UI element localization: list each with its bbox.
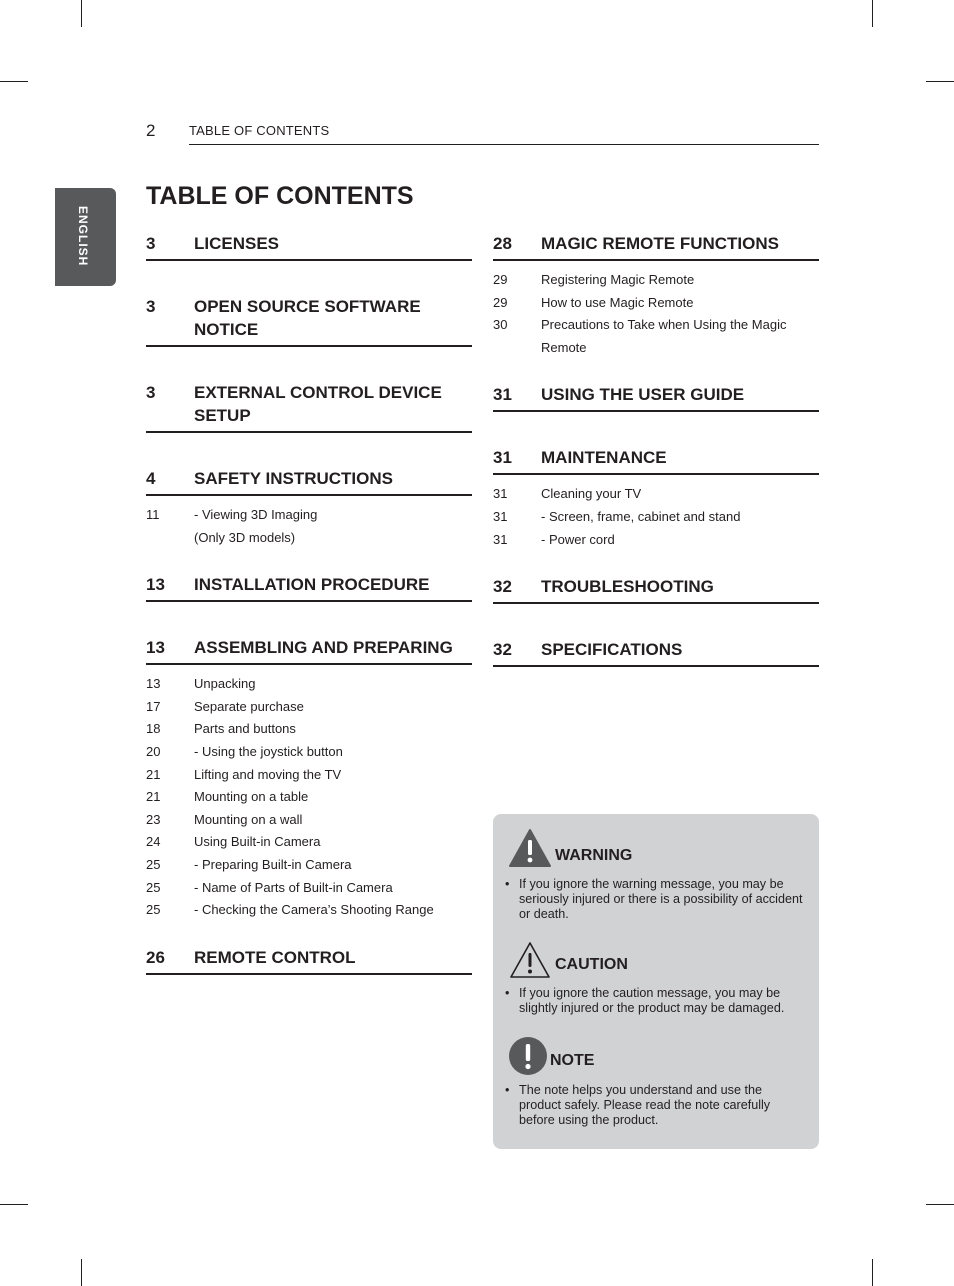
entry-text: - Checking the Camera’s Shooting Range [194,902,434,918]
toc-entry[interactable] [146,899,472,922]
warning-text: If you ignore the warning message, you may be seriously injured or there is a possibility of accident or death. [519,877,803,921]
toc-entry[interactable] [146,718,472,741]
warning-text-block [505,877,805,922]
entry-page: 17 [146,698,161,714]
section-title: USING THE USER GUIDE [541,385,745,405]
section-page: 3 [146,234,156,253]
language-tab [55,188,116,286]
entry-text: - Power cord [541,531,615,547]
section-page: 32 [493,640,512,660]
entry-page: 25 [146,902,161,918]
toc-entry[interactable] [146,673,472,696]
header-rule [189,144,819,145]
page-number: 2 [146,121,156,140]
toc-entry[interactable] [146,877,472,900]
toc-section-assembling[interactable] [146,633,472,665]
toc-section-specifications[interactable] [493,635,819,667]
toc-section-magic-remote[interactable] [493,229,819,261]
toc-entry[interactable] [146,831,472,854]
entry-text: Parts and buttons [194,721,296,737]
entry-text: Registering Magic Remote [541,272,695,287]
toc-entry[interactable] [146,809,472,832]
running-title: TABLE OF CONTENTS [189,123,330,138]
toc-entry[interactable] [493,337,819,360]
toc-section-remote-control[interactable] [146,943,472,975]
entry-text: How to use Magic Remote [541,294,694,310]
entry-page: 18 [146,721,161,737]
language-tab-label: ENGLISH [76,206,90,267]
toc-entry[interactable] [146,696,472,719]
toc-section-open-source[interactable] [146,292,472,347]
toc-entry[interactable] [493,314,819,337]
toc-entry[interactable] [493,529,819,552]
section-title: MAINTENANCE [541,448,667,468]
note-text: The note helps you understand and use the product safely. Please read the note carefully before using the product. [519,1083,771,1127]
toc-entry[interactable] [493,269,819,292]
entry-page: 25 [146,879,161,895]
entry-text: Lifting and moving the TV [194,766,342,782]
crop-mark [81,1259,82,1286]
section-page: 32 [493,577,512,597]
caution-title: CAUTION [555,956,628,973]
toc-entries [146,504,472,549]
entry-text: - Using the joystick button [194,743,343,759]
toc-section-licenses[interactable] [146,229,472,261]
toc-section-safety[interactable] [146,464,472,496]
section-title: LICENSES [194,234,280,253]
section-title: TROUBLESHOOTING [541,577,714,597]
entry-page: 24 [146,834,161,850]
page-title: TABLE OF CONTENTS [146,182,414,210]
toc-entry[interactable] [493,292,819,315]
toc-section-troubleshooting[interactable] [493,572,819,604]
section-title: OPEN SOURCE SOFTWARE NOTICE [194,297,421,339]
section-page: 31 [493,448,512,468]
note-text-block [505,1083,805,1128]
note-circle-icon [508,1036,548,1076]
crop-mark [872,1259,873,1286]
crop-mark [926,81,954,82]
toc-section-external-control[interactable] [146,378,472,433]
entry-text: Using Built-in Camera [194,834,321,850]
toc-entry[interactable] [146,764,472,787]
entry-page: 31 [493,508,508,524]
crop-mark [0,81,28,82]
entry-text: Cleaning your TV [541,486,642,502]
entry-page: 21 [146,789,161,805]
entry-text: Unpacking [194,676,256,692]
entry-page: 29 [493,294,508,310]
caution-text-block [505,986,805,1016]
entry-text: - Viewing 3D Imaging [194,507,318,522]
section-title: INSTALLATION PROCEDURE [194,575,430,595]
entry-text: (Only 3D models) [194,529,296,545]
entry-page: 30 [493,317,508,333]
running-header [146,120,819,145]
section-page: 3 [146,297,156,316]
toc-entry[interactable] [493,483,819,506]
section-title: EXTERNAL CONTROL DEVICE SETUP [194,383,442,425]
caution-triangle-outline-icon [508,940,552,980]
toc-entry[interactable] [146,854,472,877]
note-title: NOTE [550,1052,595,1069]
toc-entry[interactable] [146,786,472,809]
entry-text: Mounting on a table [194,789,309,805]
entry-text: Separate purchase [194,698,304,714]
entry-text: Remote [541,339,587,355]
entry-page: 29 [493,272,508,287]
toc-entry[interactable] [146,527,472,550]
entry-text: Precautions to Take when Using the Magic [541,317,787,333]
bullet: • [505,1083,510,1097]
entry-page: 31 [493,531,508,547]
entry-page: 31 [493,486,508,502]
section-page: 28 [493,234,512,253]
section-title: SPECIFICATIONS [541,640,683,660]
crop-mark [81,0,82,27]
section-page: 26 [146,947,165,967]
toc-right-column [493,229,819,667]
entry-text: - Screen, frame, cabinet and stand [541,508,741,524]
toc-entries [493,269,819,359]
toc-section-installation[interactable] [146,570,472,602]
entry-text: - Name of Parts of Built-in Camera [194,879,393,895]
entry-page: 23 [146,811,161,827]
caution-text: If you ignore the caution message, you may be slightly injured or the product may be damaged. [519,986,785,1015]
entry-page: 25 [146,856,161,872]
section-title: ASSEMBLING AND PREPARING [194,638,453,658]
bullet: • [505,877,510,891]
section-page: 3 [146,383,156,402]
crop-mark [872,0,873,27]
toc-entries [146,673,472,922]
toc-entry[interactable] [146,504,472,527]
section-page: 31 [493,385,512,405]
entry-page: 11 [146,507,160,522]
toc-left-column [146,229,472,975]
entry-page: 13 [146,676,161,692]
toc-section-user-guide[interactable] [493,380,819,412]
section-page: 13 [146,638,165,658]
entry-page: 21 [146,766,161,782]
section-page: 4 [146,469,156,488]
toc-entries [493,483,819,551]
section-page: 13 [146,575,165,595]
warning-triangle-filled-icon [508,828,552,868]
crop-mark [926,1204,954,1205]
toc-section-maintenance[interactable] [493,443,819,475]
warning-title: WARNING [555,847,633,864]
section-title: REMOTE CONTROL [194,947,356,967]
crop-mark [0,1204,28,1205]
section-title: MAGIC REMOTE FUNCTIONS [541,234,779,253]
entry-text: Mounting on a wall [194,811,303,827]
entry-page: 20 [146,743,161,759]
toc-entry[interactable] [493,506,819,529]
notice-box [493,814,819,1149]
bullet: • [505,986,510,1000]
section-title: SAFETY INSTRUCTIONS [194,469,393,488]
toc-entry[interactable] [146,741,472,764]
entry-text: - Preparing Built-in Camera [194,856,352,872]
